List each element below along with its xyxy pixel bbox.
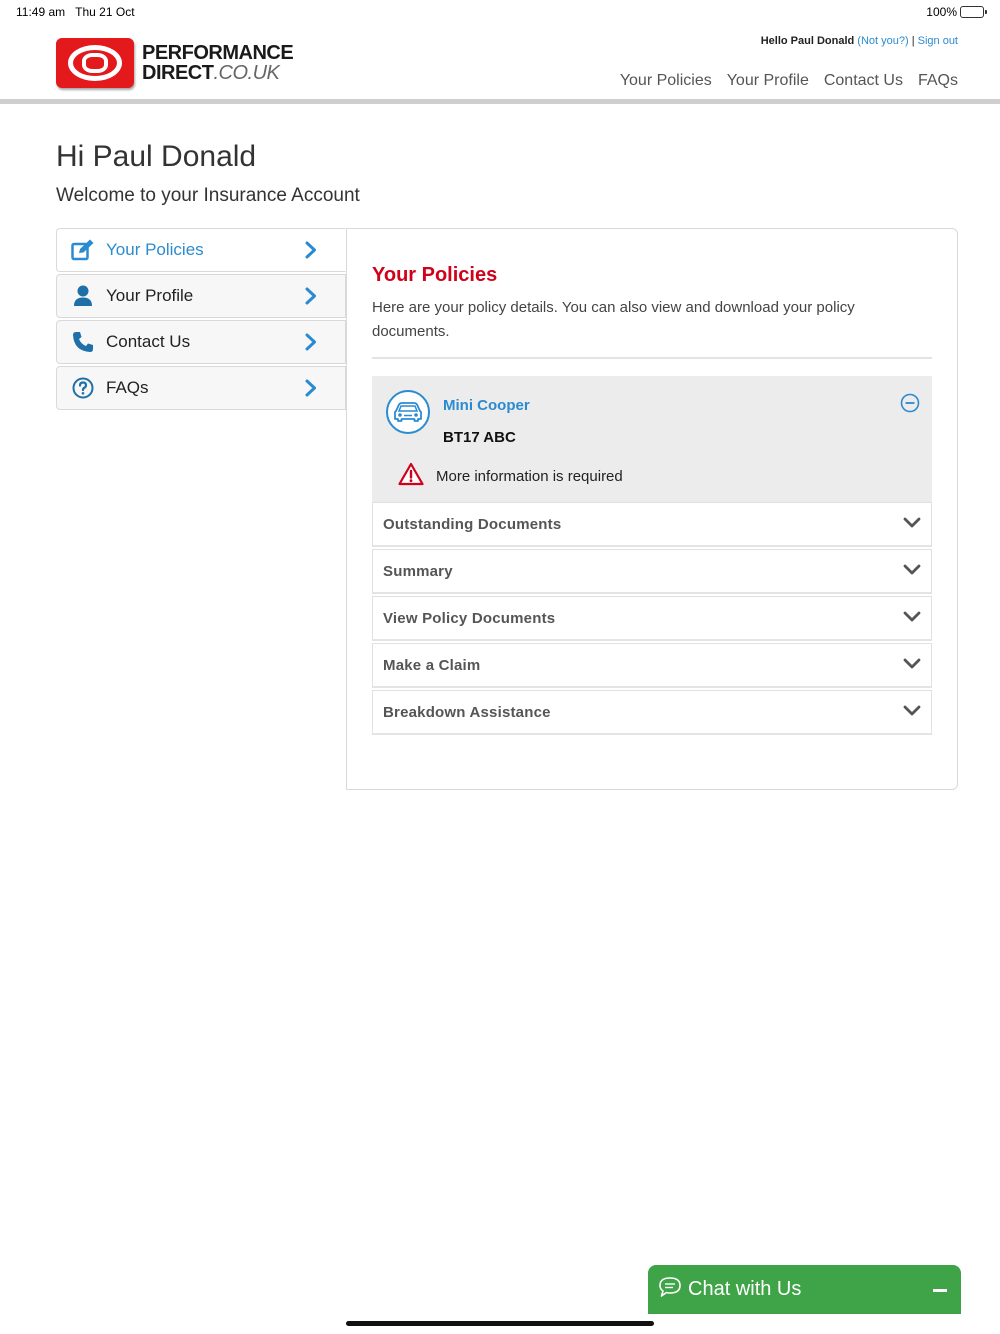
panel-description: Here are your policy details. You can also view and download your policy documents.	[372, 299, 855, 340]
chevron-right-icon	[305, 333, 317, 356]
chevron-right-icon	[305, 287, 317, 310]
page-title: Hi Paul Donald	[56, 140, 257, 173]
user-greeting	[761, 35, 958, 47]
policy-card	[372, 376, 932, 502]
chevron-right-icon	[305, 379, 317, 402]
divider	[372, 357, 932, 359]
accordion-label: View Policy Documents	[383, 610, 556, 627]
chevron-down-icon	[903, 563, 921, 581]
accordion-make-a-claim[interactable]	[372, 643, 932, 688]
site-logo[interactable]	[56, 38, 293, 88]
chevron-down-icon	[903, 516, 921, 534]
sidebar-item-label: Your Profile	[106, 286, 194, 305]
chevron-down-icon	[903, 657, 921, 675]
accordion-label: Summary	[383, 563, 453, 580]
status-time: 11:49 am Thu 21 Oct	[16, 5, 135, 19]
accordion-label: Make a Claim	[383, 657, 481, 674]
chevron-right-icon	[305, 241, 317, 264]
logo-line2: DIRECT	[142, 62, 214, 84]
question-circle-icon	[63, 366, 103, 410]
accordion-outstanding-documents[interactable]	[372, 502, 932, 547]
accordion-view-policy-documents[interactable]	[372, 596, 932, 641]
vehicle-name[interactable]: Mini Cooper	[443, 397, 530, 414]
battery-percent: 100%	[926, 5, 957, 19]
logo-line2-sub: .CO.UK	[213, 62, 280, 84]
sidebar-item-label: Your Policies	[106, 240, 204, 259]
collapse-minus-icon[interactable]	[900, 393, 920, 418]
sidebar-item-label: Contact Us	[106, 332, 191, 351]
accordion-label: Outstanding Documents	[383, 516, 562, 533]
sidebar-menu	[56, 228, 346, 412]
accordion-summary[interactable]	[372, 549, 932, 594]
sidebar-item-your-policies[interactable]	[56, 228, 346, 272]
home-indicator[interactable]	[346, 1321, 654, 1326]
chat-widget[interactable]	[648, 1265, 961, 1314]
phone-icon	[63, 320, 103, 364]
minimize-icon[interactable]	[933, 1289, 947, 1292]
chat-bubble-icon	[658, 1276, 682, 1303]
nav-faqs[interactable]: FAQs	[917, 72, 958, 89]
panel-title: Your Policies	[372, 264, 498, 286]
warning-message: More information is required	[436, 468, 623, 485]
policies-panel	[346, 228, 958, 790]
sidebar-item-faqs[interactable]	[56, 366, 346, 410]
nav-contact-us[interactable]: Contact Us	[823, 72, 903, 89]
sidebar-item-label: FAQs	[106, 378, 149, 397]
chevron-down-icon	[903, 610, 921, 628]
chevron-down-icon	[903, 704, 921, 722]
accordion-breakdown-assistance[interactable]	[372, 690, 932, 735]
chat-label: Chat with Us	[688, 1278, 802, 1300]
hello-user: Hello Paul Donald	[760, 35, 855, 47]
nav-your-profile[interactable]: Your Profile	[726, 72, 809, 89]
sidebar-item-your-profile[interactable]	[56, 274, 346, 318]
logo-line1: PERFORMANCE	[142, 42, 294, 64]
page-subtitle: Welcome to your Insurance Account	[56, 185, 360, 206]
battery-icon	[960, 6, 984, 18]
logo-badge-icon	[56, 38, 134, 88]
battery-indicator	[926, 5, 984, 19]
nav-your-policies[interactable]: Your Policies	[619, 72, 712, 89]
warning-icon	[398, 462, 424, 491]
edit-icon	[63, 228, 103, 272]
car-icon	[386, 390, 430, 434]
vehicle-registration: BT17 ABC	[443, 429, 516, 446]
sign-out-link[interactable]: Sign out	[917, 35, 958, 47]
user-icon	[63, 274, 103, 318]
site-header	[0, 24, 1000, 104]
status-bar	[0, 0, 1000, 24]
hello-separator: |	[911, 35, 915, 47]
not-you-link[interactable]: (Not you?)	[857, 35, 909, 47]
accordion-label: Breakdown Assistance	[383, 704, 551, 721]
sidebar-item-contact-us[interactable]	[56, 320, 346, 364]
logo-text	[142, 43, 293, 83]
top-navigation	[620, 72, 958, 90]
